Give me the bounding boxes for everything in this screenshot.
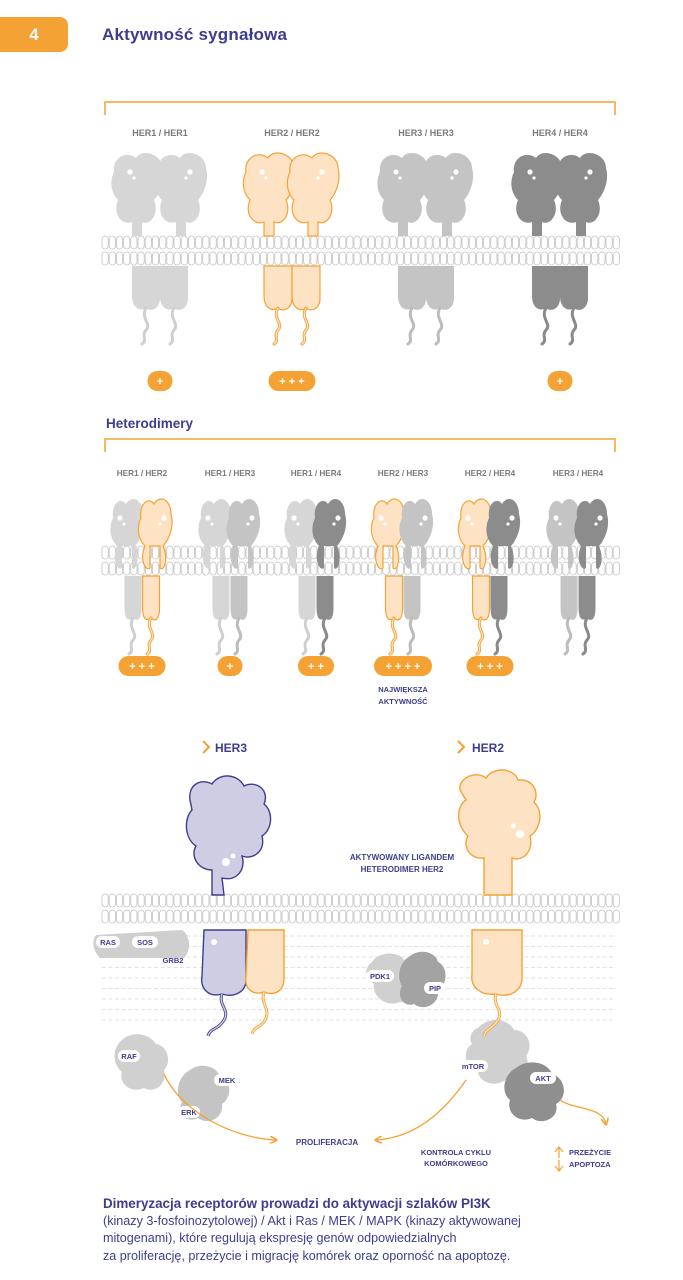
heterodimer-label-6: HER3 / HER4 <box>552 469 604 478</box>
footer-line-2: mitogenami), które regulują ekspresję genów odpowiedzialnych <box>103 1231 457 1245</box>
heterodimer-label-5: HER2 / HER4 <box>464 469 516 478</box>
heterodimer-label-1: HER1 / HER2 <box>116 469 168 478</box>
cell-cycle-label-1: KONTROLA CYKLU <box>420 1148 492 1157</box>
heterodimer-activity-badge-2-text: + <box>226 661 234 674</box>
mek-label: MEK <box>218 1076 236 1085</box>
heterodimer-note-1: AKTYWOWANY LIGANDEM <box>349 853 455 862</box>
heterodimer-label-3: HER1 / HER4 <box>290 469 342 478</box>
homodimer-label-4: HER4 / HER4 <box>532 128 588 138</box>
her3-label: HER3 <box>215 741 248 755</box>
heterodimer-receptor-2 <box>198 499 260 654</box>
arrow-mtor-proliferation <box>376 1080 466 1140</box>
homodimer-activity-badge-2-text: + + + <box>279 376 305 389</box>
apoptosis-label: APOPTOZA <box>569 1160 611 1169</box>
heterodimer-activity-badge-4-text: + + + + <box>385 661 421 674</box>
homodimer-activity-badge-1 <box>148 371 173 391</box>
page-title: Aktywność sygnałowa <box>102 25 288 44</box>
heterodimer-activity-badge-5-text: + + + <box>477 661 503 674</box>
heterodimer-label-2: HER1 / HER3 <box>204 469 256 478</box>
homodimer-bracket <box>105 102 615 115</box>
homodimer-membrane <box>102 236 619 265</box>
heterodimer-receptor-4 <box>371 499 433 654</box>
ras-label: RAS <box>100 938 116 947</box>
up-arrow-icon <box>555 1147 563 1158</box>
heterodimer-activity-badge-4 <box>374 656 432 676</box>
grb2-label: GRB2 <box>162 956 184 965</box>
proliferation-label: PROLIFERACJA <box>295 1138 359 1147</box>
heterodimer-receptor-1 <box>110 499 172 654</box>
homodimer-label-3: HER3 / HER3 <box>398 128 454 138</box>
heterodimer-membrane <box>102 546 619 575</box>
homodimer-label-1: HER1 / HER1 <box>132 128 188 138</box>
footer-line-3: za proliferację, przeżycie i migrację komórek oraz oporność na apoptozę. <box>103 1248 511 1263</box>
sos-label: SOS <box>137 938 153 947</box>
heterodimer-activity-badge-3 <box>298 656 334 676</box>
her3-chevron-icon <box>203 741 209 753</box>
footer-title: Dimeryzacja receptorów prowadzi do aktywacji szlaków PI3K <box>103 1196 491 1211</box>
arrow-akt-survival <box>560 1100 606 1124</box>
heterodimer-activity-badge-1 <box>119 656 166 676</box>
erk-label: ERK <box>181 1108 197 1117</box>
homodimer-activity-badge-4-text: + <box>556 376 564 389</box>
pdk1-label: PDK1 <box>369 972 391 981</box>
heterodimer-label-4: HER2 / HER3 <box>377 469 429 478</box>
heterodimer-activity-badge-3-text: + + <box>308 661 324 674</box>
highest-activity-note-1: NAJWIĘKSZA <box>378 685 428 694</box>
footer-text <box>103 1195 663 1265</box>
page-number-badge: 4 <box>0 17 68 52</box>
homodimer-label-2: HER2 / HER2 <box>264 128 320 138</box>
heterodimer-activity-badge-1-text: + + + <box>129 661 155 674</box>
heterodimer-receptor-3 <box>284 499 346 654</box>
down-arrow-icon <box>555 1160 563 1171</box>
homodimer-activity-badge-4 <box>548 371 573 391</box>
homodimer-activity-badge-1-text: + <box>156 376 164 389</box>
heterodimers-title: Heterodimery <box>106 416 194 431</box>
survival-label: PRZEŻYCIE <box>569 1148 612 1157</box>
homodimer-activity-badge-2 <box>269 371 316 391</box>
her2-label: HER2 <box>472 741 505 755</box>
footer-line-1: (kinazy 3-fosfoinozytolowej) / Akt i Ras / MEK / MAPK (kinazy aktywowanej <box>103 1213 521 1228</box>
her2-partner-receptor <box>246 930 284 1034</box>
pip-label: PIP <box>428 984 442 993</box>
highest-activity-note-2: AKTYWNOŚĆ <box>378 697 428 706</box>
cell-cycle-label-2: KOMÓRKOWEGO <box>424 1159 488 1168</box>
pathway-membrane <box>102 894 619 923</box>
heterodimer-receptor-5 <box>458 499 520 654</box>
mtor-label: mTOR <box>461 1062 485 1071</box>
akt-label: AKT <box>535 1074 551 1083</box>
raf-label: RAF <box>121 1052 137 1061</box>
heterodimer-activity-badge-2 <box>218 656 243 676</box>
heterodimer-receptor-6 <box>546 499 608 654</box>
heterodimer-activity-badge-5 <box>467 656 514 676</box>
heterodimer-bracket <box>105 439 615 452</box>
her2-chevron-icon <box>458 741 464 753</box>
heterodimer-note-2: HETERODIMER HER2 <box>360 865 444 874</box>
